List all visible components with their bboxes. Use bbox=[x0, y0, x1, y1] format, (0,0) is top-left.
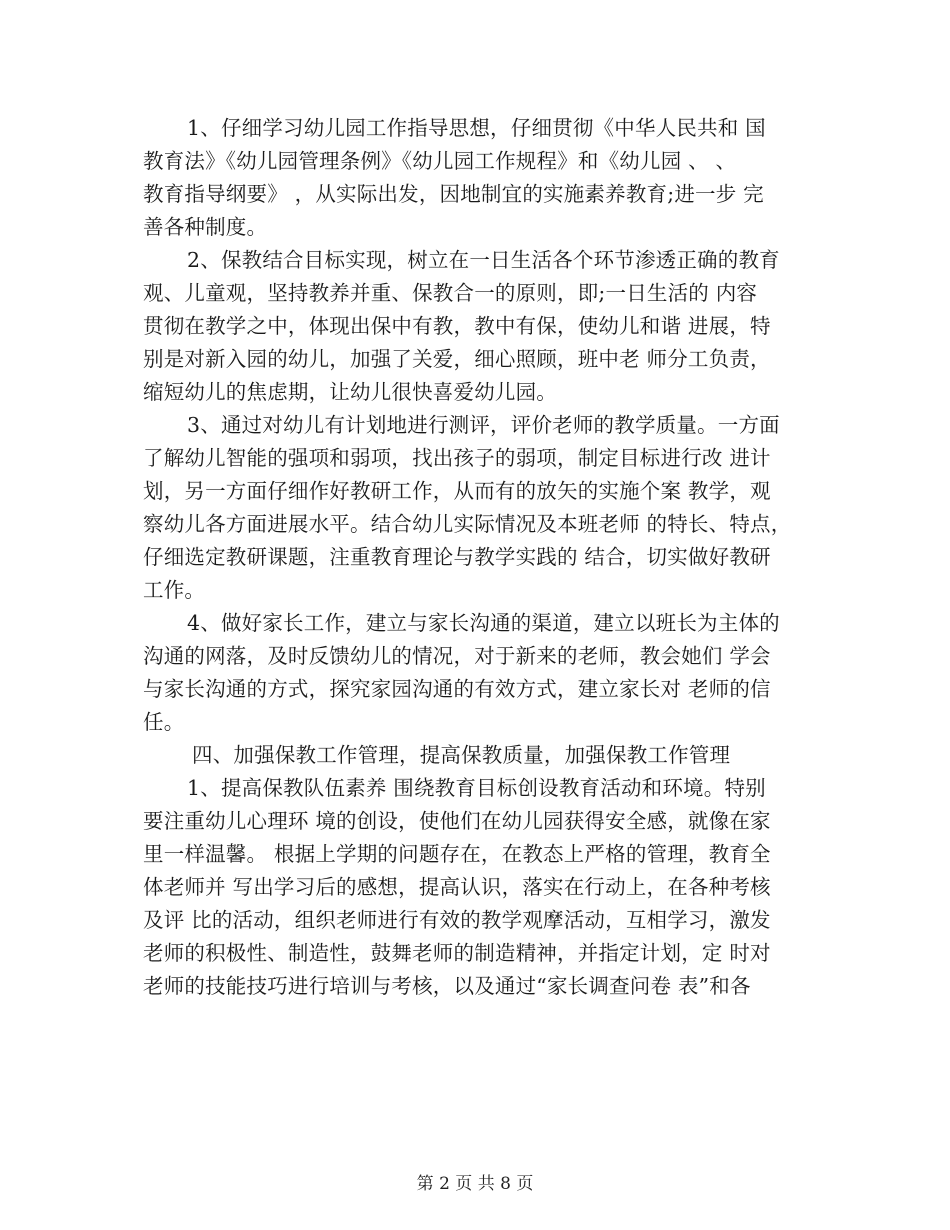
paragraph-4-line: 与家长沟通的方式，探究家园沟通的有效方式，建立家长对 老师的信 bbox=[143, 677, 771, 701]
paragraph-3-line: 3、通过对幼儿有计划地进行测评，评价老师的教学质量。一方面 bbox=[187, 413, 780, 437]
paragraph-1-line: 教育法》《幼儿园管理条例》《幼儿园工作规程》和《幼儿园 、 、 bbox=[143, 149, 737, 173]
section-heading: 四、加强保教工作管理，提高保教质量，加强保教工作管理 bbox=[192, 743, 731, 767]
paragraph-3-line: 察幼儿各方面进展水平。结合幼儿实际情况及本班老师 的特长、特点， bbox=[143, 512, 792, 536]
paragraph-2-line: 别是对新入园的幼儿，加强了关爱，细心照顾，班中老 师分工负责， bbox=[143, 347, 771, 371]
paragraph-5-line: 1、提高保教队伍素养 围绕教育目标创设教育活动和环境。特别 bbox=[187, 776, 766, 800]
paragraph-5-line: 要注重幼儿心理环 境的创设，使他们在幼儿园获得安全感，就像在家 bbox=[143, 809, 771, 833]
paragraph-5-line: 体老师并 写出学习后的感想，提高认识，落实在行动上，在各种考核 bbox=[143, 875, 771, 899]
paragraph-2-line: 缩短幼儿的焦虑期，让幼儿很快喜爱幼儿园。 bbox=[143, 380, 557, 404]
paragraph-4-line: 4、做好家长工作，建立与家长沟通的渠道，建立以班长为主体的 bbox=[187, 611, 780, 635]
document-body bbox=[143, 112, 818, 1003]
paragraph-5-line: 里一样温馨。 根据上学期的问题存在，在教态上严格的管理，教育全 bbox=[143, 842, 771, 866]
paragraph-2-line: 观、儿童观，坚持教养并重、保教合一的原则，即;一日生活的 内容 bbox=[143, 281, 758, 305]
paragraph-3-line: 划，另一方面仔细作好教研工作，从而有的放矢的实施个案 教学，观 bbox=[143, 479, 771, 503]
paragraph-3-line: 工作。 bbox=[143, 578, 206, 602]
paragraph-1-line: 善各种制度。 bbox=[143, 215, 268, 239]
paragraph-4-line: 沟通的网落，及时反馈幼儿的情况，对于新来的老师，教会她们 学会 bbox=[143, 644, 771, 668]
paragraph-1-line: 1、仔细学习幼儿园工作指导思想，仔细贯彻《中华人民共和 国 bbox=[187, 116, 766, 140]
paragraph-5-line: 及评 比的活动，组织老师进行有效的教学观摩活动，互相学习，激发 bbox=[143, 908, 771, 932]
paragraph-3-line: 了解幼儿智能的强项和弱项，找出孩子的弱项，制定目标进行改 进计 bbox=[143, 446, 771, 470]
page-number-footer: 第 2 页 共 8 页 bbox=[416, 1174, 534, 1194]
paragraph-2-line: 2、保教结合目标实现，树立在一日生活各个环节渗透正确的教育 bbox=[187, 248, 780, 272]
paragraph-5-line: 老师的积极性、制造性，鼓舞老师的制造精神，并指定计划，定 时对 bbox=[143, 941, 771, 965]
paragraph-5-line: 老师的技能技巧进行培训与考核，以及通过“家长调查问卷 表”和各 bbox=[143, 974, 751, 998]
paragraph-1-line: 教育指导纲要》 ，从实际出发，因地制宜的实施素养教育;进一步 完 bbox=[143, 182, 764, 206]
paragraph-2-line: 贯彻在教学之中，体现出保中有教，教中有保，使幼儿和谐 进展，特 bbox=[143, 314, 771, 338]
paragraph-3-line: 仔细选定教研课题，注重教育理论与教学实践的 结合，切实做好教研 bbox=[143, 545, 771, 569]
paragraph-4-line: 任。 bbox=[143, 710, 185, 734]
